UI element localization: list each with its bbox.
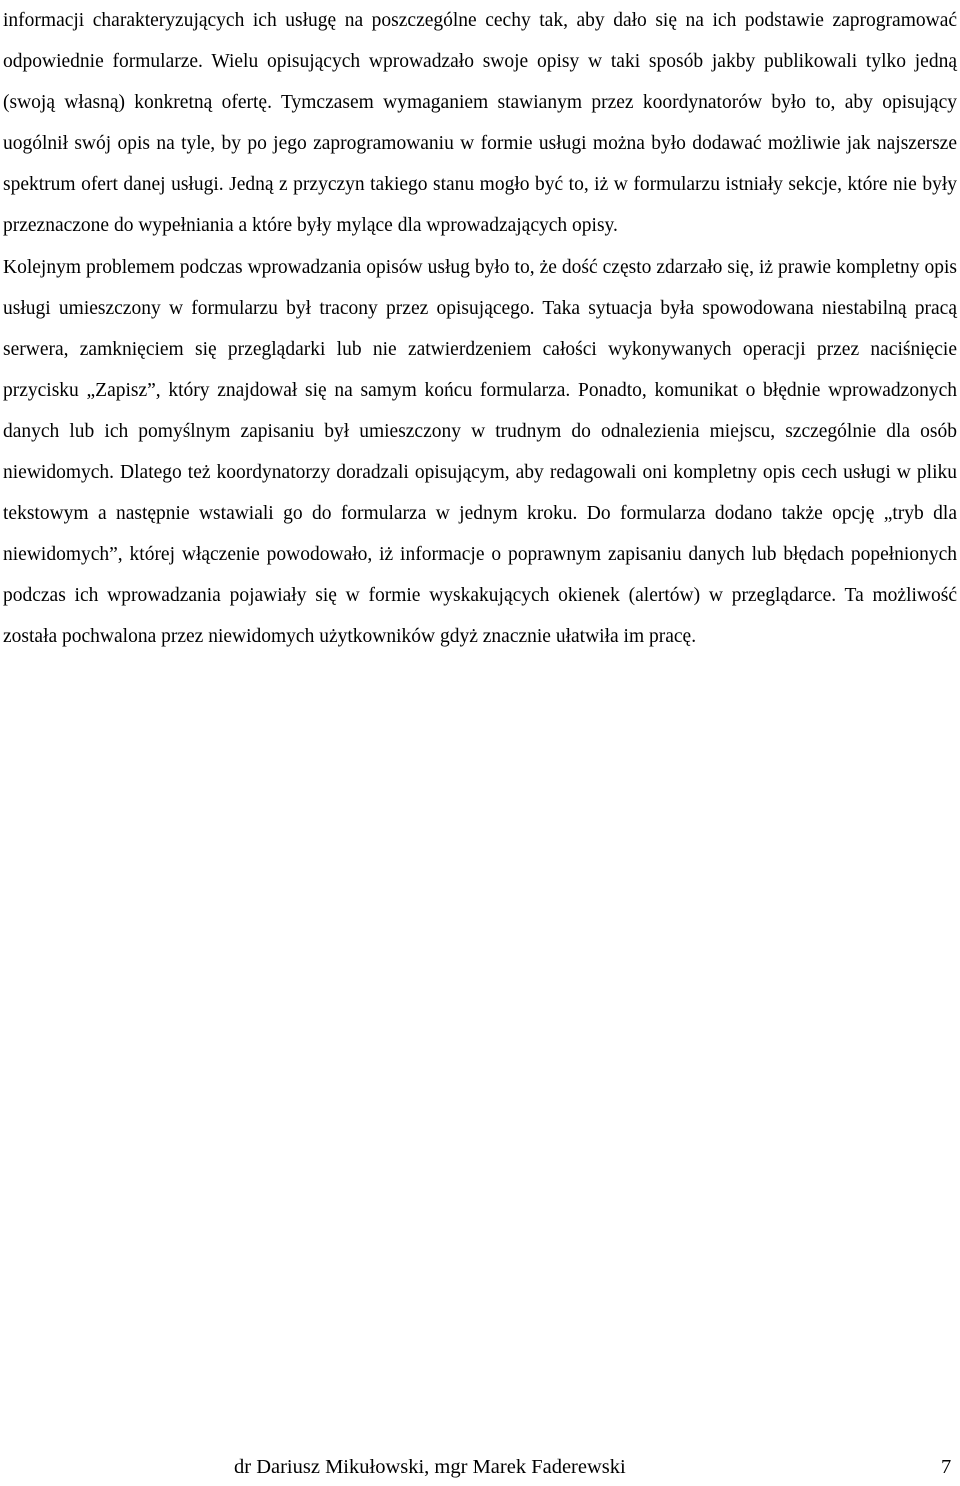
document-body [3, 0, 957, 658]
page-number: 7 [941, 1456, 952, 1478]
page-footer [0, 1452, 960, 1482]
paragraph-form-description-issues: informacji charakteryzujących ich usługę na poszczególne cechy tak, aby dało się na ich podstawie zaprogramować odpowiednie formularze. Wielu opisujących wprowadzało swoje opisy w taki sposób jakby publikowali tylko jedną (swoją własną) konkretną ofertę. Tymczasem wymaganiem stawianym przez koordynatorów było to, aby opisujący uogólnił swój opis na tyle, by po jego zaprogramowaniu w formie usługi można było dodawać możliwie jak najszersze spektrum ofert danej usługi. Jedną z przyczyn takiego stanu mogło być to, iż w formularzu istniały sekcje, które nie były przeznaczone do wypełniania a które były mylące dla wprowadzających opisy. [3, 10, 957, 237]
paragraph-saving-problems: Kolejnym problemem podczas wprowadzania opisów usług było to, że dość często zdarzało się, iż prawie kompletny opis usługi umieszczony w formularzu był tracony przez opisującego. Taka sytuacja była spowodowana niestabilną pracą serwera, zamknięciem się przeglądarki lub nie zatwierdzeniem całości wykonywanych operacji przez naciśnięcie przycisku „Zapisz”, który znajdował się na samym końcu formularza. Ponadto, komunikat o błędnie wprowadzonych danych lub ich pomyślnym zapisaniu był umieszczony w trudnym do odnalezienia miejscu, szczególnie dla osób niewidomych. Dlatego też koordynatorzy doradzali opisującym, aby redagowali oni kompletny opis cech usługi w pliku tekstowym a następnie wstawiali go do formularza w jednym kroku. Do formularza dodano także opcję „tryb dla niewidomych”, której włączenie powodowało, iż informacje o poprawnym zapisaniu danych lub błędach popełnionych podczas ich wprowadzania pojawiały się w formie wyskakujących okienek (alertów) w przeglądarce. Ta możliwość została pochwalona przez niewidomych użytkowników gdyż znacznie ułatwiła im pracę. [3, 256, 957, 648]
footer-authors: dr Dariusz Mikułowski, mgr Marek Faderewski [234, 1456, 626, 1478]
